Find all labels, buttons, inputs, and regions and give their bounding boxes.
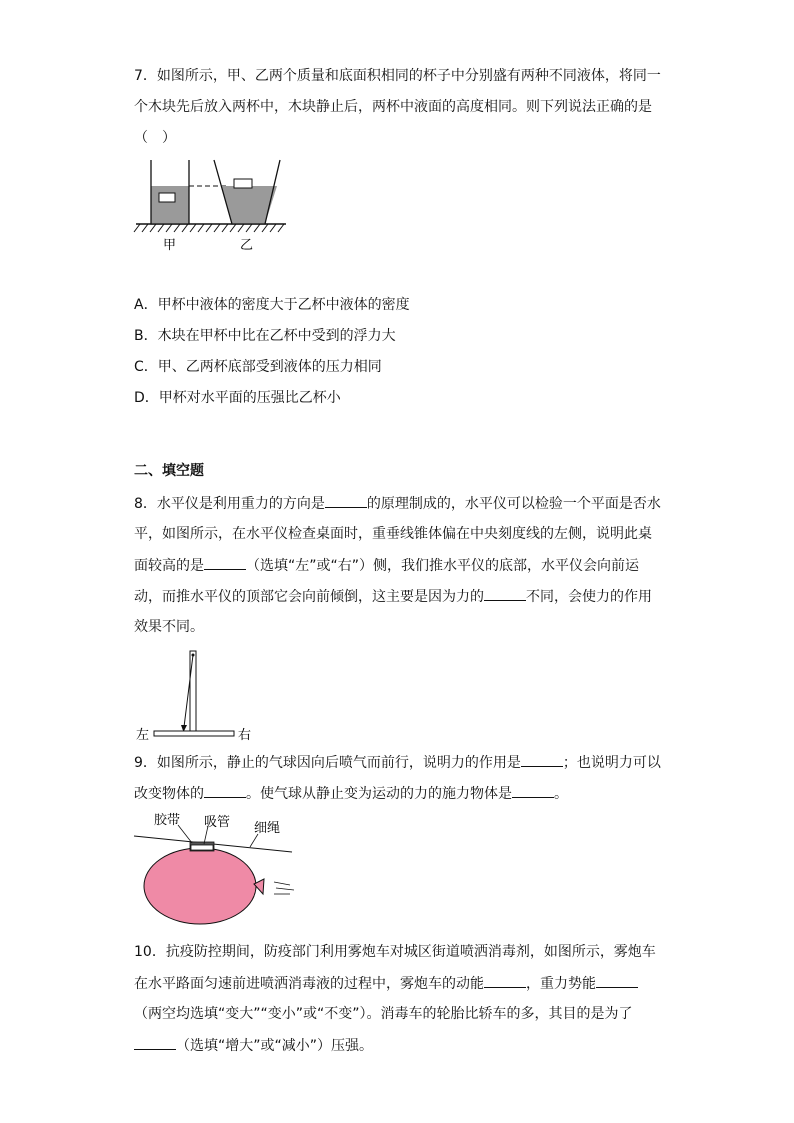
q9-line-2 bbox=[134, 783, 568, 804]
q8-text: （选填“左”或“右”）侧，我们推水平仪的底部，水平仪会向前运 bbox=[246, 558, 640, 574]
q8-line-4 bbox=[134, 586, 652, 607]
block-in-yi bbox=[234, 179, 252, 188]
answer-blank[interactable] bbox=[325, 493, 367, 508]
q8-text: 不同，会使力的作用 bbox=[526, 589, 652, 605]
q8-text: 动，而推水平仪的顶部它会向前倾倒，这主要是因为力的 bbox=[134, 589, 484, 605]
answer-blank[interactable] bbox=[204, 783, 246, 798]
q8-text: 的原理制成的，水平仪可以检验一个平面是否水 bbox=[366, 496, 661, 512]
answer-blank[interactable] bbox=[521, 752, 563, 767]
label-string: 细绳 bbox=[254, 821, 281, 836]
q7-option-d: D．甲杯对水平面的压强比乙杯小 bbox=[134, 390, 341, 406]
q7-cups-figure bbox=[134, 150, 304, 260]
block-in-jia bbox=[159, 193, 175, 202]
answer-blank[interactable] bbox=[484, 973, 526, 988]
q9-balloon-figure bbox=[134, 810, 304, 935]
q9-line-1 bbox=[134, 752, 661, 773]
level-base bbox=[154, 731, 234, 736]
q8-line-1 bbox=[134, 493, 661, 514]
q10-text: ，重力势能 bbox=[526, 976, 596, 992]
cup-yi-liquid bbox=[221, 186, 277, 224]
q7-stem-line-3: （ ） bbox=[134, 130, 176, 146]
answer-blank[interactable] bbox=[134, 1035, 176, 1050]
q7-stem-line-1: 7．如图所示，甲、乙两个质量和底面积相同的杯子中分别盛有两种不同液体，将同一 bbox=[134, 68, 661, 84]
q10-line-3: （两空均选填“变大”“变小”或“不变”）。消毒车的轮胎比轿车的多，其目的是为了 bbox=[134, 1006, 633, 1022]
balloon bbox=[144, 848, 256, 924]
answer-blank[interactable] bbox=[512, 783, 554, 798]
q7-option-c: C．甲、乙两杯底部受到液体的压力相同 bbox=[134, 359, 382, 375]
label-tape: 胶带 bbox=[154, 813, 181, 828]
cup-jia-liquid bbox=[151, 186, 189, 224]
label-straw: 吸管 bbox=[204, 815, 231, 830]
q8-text: 面较高的是 bbox=[134, 558, 204, 574]
q10-line-1: 10．抗疫防控期间，防疫部门利用雾炮车对城区街道喷洒消毒剂，如图所示，雾炮车 bbox=[134, 944, 656, 960]
q7-option-b: B．木块在甲杯中比在乙杯中受到的浮力大 bbox=[134, 328, 396, 344]
q8-line-3 bbox=[134, 555, 639, 576]
label-right: 右 bbox=[238, 728, 252, 743]
q8-line-5: 效果不同。 bbox=[134, 619, 204, 635]
q10-line-2 bbox=[134, 973, 638, 994]
q9-text: 9．如图所示，静止的气球因向后喷气而前行，说明力的作用是 bbox=[134, 755, 521, 771]
q10-text: 在水平路面匀速前进喷洒消毒液的过程中，雾炮车的动能 bbox=[134, 976, 484, 992]
q9-text: ；也说明力可以 bbox=[562, 755, 661, 771]
label-left: 左 bbox=[136, 728, 150, 743]
label-yi: 乙 bbox=[240, 238, 254, 253]
section-title: 二、填空题 bbox=[134, 463, 204, 479]
answer-blank[interactable] bbox=[204, 555, 246, 570]
straw bbox=[191, 845, 213, 850]
level-post bbox=[190, 651, 196, 731]
air-jet-lines bbox=[274, 882, 294, 894]
q9-text: 改变物体的 bbox=[134, 786, 204, 802]
q9-text: 。使气球从静止变为运动的力的施力物体是 bbox=[246, 786, 512, 802]
answer-blank[interactable] bbox=[596, 973, 638, 988]
q10-line-4 bbox=[134, 1035, 373, 1056]
q8-level-figure bbox=[134, 645, 274, 745]
q7-option-a: A．甲杯中液体的密度大于乙杯中液体的密度 bbox=[134, 297, 410, 313]
q8-line-2: 平，如图所示，在水平仪检查桌面时，重垂线锥体偏在中央刻度线的左侧，说明此桌 bbox=[134, 526, 652, 542]
q7-stem-line-2: 个木块先后放入两杯中，木块静止后，两杯中液面的高度相同。则下列说法正确的是 bbox=[134, 99, 652, 115]
q10-text: （选填“增大”或“减小”）压强。 bbox=[176, 1038, 374, 1054]
label-jia: 甲 bbox=[163, 238, 177, 253]
q8-text: 8．水平仪是利用重力的方向是 bbox=[134, 496, 325, 512]
q9-text: 。 bbox=[554, 786, 568, 802]
answer-blank[interactable] bbox=[484, 586, 526, 601]
